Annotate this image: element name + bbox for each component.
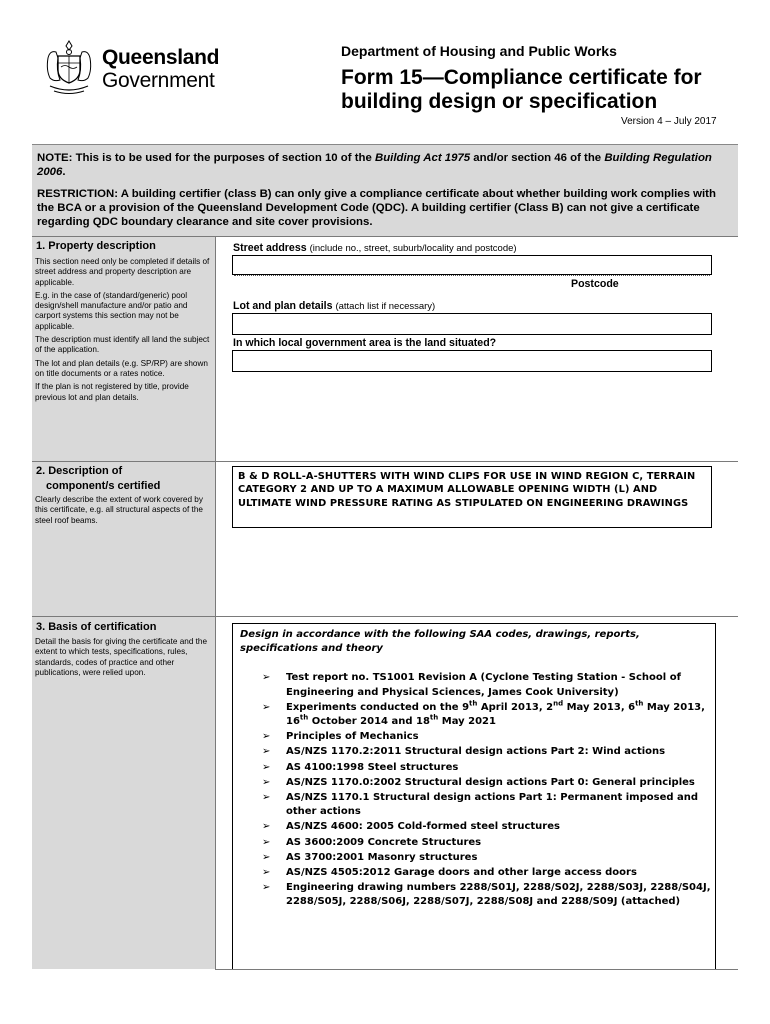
- note-panel: [32, 144, 738, 237]
- arrow-bullet-icon: ➢: [262, 851, 271, 863]
- arrow-bullet-icon: ➢: [262, 761, 271, 773]
- list-item: ➢ Experiments conducted on the 9th April 2013, 2nd May 2013, 6th May 2013, 16th October 2014 and 18th May 2021: [262, 699, 705, 728]
- section-2-help: Clearly describe the extent of work covered by this certificate, e.g. all structural aspects of the steel roof beams.: [35, 495, 203, 525]
- logo-text-queensland: Queensland: [102, 46, 220, 69]
- list-item: ➢ AS/NZS 1170.1 Structural design actions Part 1: Permanent imposed and other actions: [262, 791, 699, 818]
- list-item: ➢ AS 4100:1998 Steel structures: [262, 761, 714, 776]
- coat-of-arms-icon: [44, 38, 94, 96]
- help-paragraph: E.g. in the case of (standard/generic) pool design/shell manufacture and/or patio and carport systems this section may not be applicable.: [35, 290, 188, 331]
- arrow-bullet-icon: ➢: [262, 866, 271, 878]
- arrow-bullet-icon: ➢: [262, 701, 271, 713]
- list-item: ➢ Engineering drawing numbers 2288/S01J, 2288/S02J, 2288/S03J, 2288/S04J, 2288/S05J, 2288/S06J, 2288/S07J, 2288/S08J and 2288/S09J (attached): [262, 881, 711, 908]
- section-3-help: Detail the basis for giving the certificate and the extent to which tests, specifications, rules, standards, codes of practice and other publications, were relied upon.: [35, 637, 208, 677]
- list-item: ➢ AS/NZS 4505:2012 Garage doors and other large access doors: [262, 866, 714, 881]
- postcode-label: Postcode: [571, 278, 619, 290]
- qld-government-logo: [44, 38, 224, 98]
- department-name: Department of Housing and Public Works: [341, 43, 617, 59]
- list-item: ➢ AS/NZS 1170.0:2002 Structural design actions Part 0: General principles: [262, 776, 714, 791]
- arrow-bullet-icon: ➢: [262, 672, 271, 683]
- logo-text-government: Government: [102, 69, 215, 92]
- restriction-text: RESTRICTION: A building certifier (class B) can only give a compliance certificate about whether building work complies with the BCA or a provision of the Queensland Development Code (QDC). A building certifier (Class B) can not give a certificate regarding QDC boundary clearance and site cover provisions.: [37, 188, 716, 228]
- help-paragraph: The description must identify all land the subject of the application.: [35, 335, 210, 355]
- section-3-divider: [32, 616, 738, 617]
- note-text: NOTE: This is to be used for the purposes of section 10 of the Building Act 1975 and/or section 46 of the Building Regulation 2006.: [37, 152, 712, 178]
- bottom-rule: [215, 969, 738, 970]
- form-title: Form 15—Compliance certificate for building design or specification: [341, 66, 702, 113]
- local-government-field[interactable]: [232, 350, 712, 372]
- street-address-label: Street address (include no., street, suburb/locality and postcode): [233, 242, 517, 254]
- list-item: ➢ Principles of Mechanics: [262, 730, 714, 745]
- arrow-bullet-icon: ➢: [262, 881, 271, 893]
- section-1-heading: 1. Property description: [36, 240, 156, 252]
- section-2-divider: [32, 461, 738, 462]
- section-2-heading-cont: component/s certified: [46, 480, 161, 492]
- list-item: ➢ AS 3700:2001 Masonry structures: [262, 851, 714, 866]
- lot-plan-label: Lot and plan details (attach list if necessary): [233, 300, 436, 312]
- local-government-label: In which local government area is the land situated?: [233, 337, 497, 349]
- arrow-bullet-icon: ➢: [262, 776, 271, 788]
- help-paragraph: The lot and plan details (e.g. SP/RP) are shown on title documents or a rates notice.: [35, 358, 208, 378]
- section-3-heading: 3. Basis of certification: [36, 621, 157, 633]
- form-version: Version 4 – July 2017: [621, 116, 717, 127]
- list-item: ➢ AS/NZS 4600: 2005 Cold-formed steel structures: [262, 820, 714, 835]
- arrow-bullet-icon: ➢: [262, 821, 271, 833]
- component-description-value: B & D ROLL-A-SHUTTERS WITH WIND CLIPS FOR USE IN WIND REGION C, TERRAIN CATEGORY 2 AND UP TO A MAXIMUM ALLOWABLE OPENING WIDTH (L) AND ULTIMATE WIND PRESSURE RATING AS STIPULATED ON ENGINEERING DRAWINGS: [238, 471, 696, 509]
- help-paragraph: If the plan is not registered by title, provide previous lot and plan details.: [35, 382, 189, 402]
- help-paragraph: This section need only be completed if details of street address and property description are applicable.: [35, 257, 210, 287]
- section-1-help: [35, 257, 211, 406]
- basis-list: [262, 671, 714, 911]
- list-item: ➢ AS/NZS 1170.2:2011 Structural design actions Part 2: Wind actions: [262, 745, 714, 760]
- arrow-bullet-icon: ➢: [262, 731, 271, 743]
- list-item: ➢ Test report no. TS1001 Revision A (Cyclone Testing Station - School of Engineering and Physical Sciences, James Cook University): [262, 672, 681, 698]
- basis-intro-text: Design in accordance with the following SAA codes, drawings, reports, specifications and theory: [240, 629, 640, 654]
- street-address-field[interactable]: [232, 255, 712, 275]
- section-2-heading: 2. Description of: [36, 465, 123, 477]
- list-item: ➢ AS 3600:2009 Concrete Structures: [262, 836, 714, 851]
- street-address-dotted-line: [234, 275, 710, 276]
- arrow-bullet-icon: ➢: [262, 746, 271, 758]
- column-divider: [215, 236, 216, 969]
- lot-plan-field[interactable]: [232, 313, 712, 335]
- section-1-divider: [32, 236, 738, 237]
- arrow-bullet-icon: ➢: [262, 836, 271, 848]
- arrow-bullet-icon: ➢: [262, 791, 271, 803]
